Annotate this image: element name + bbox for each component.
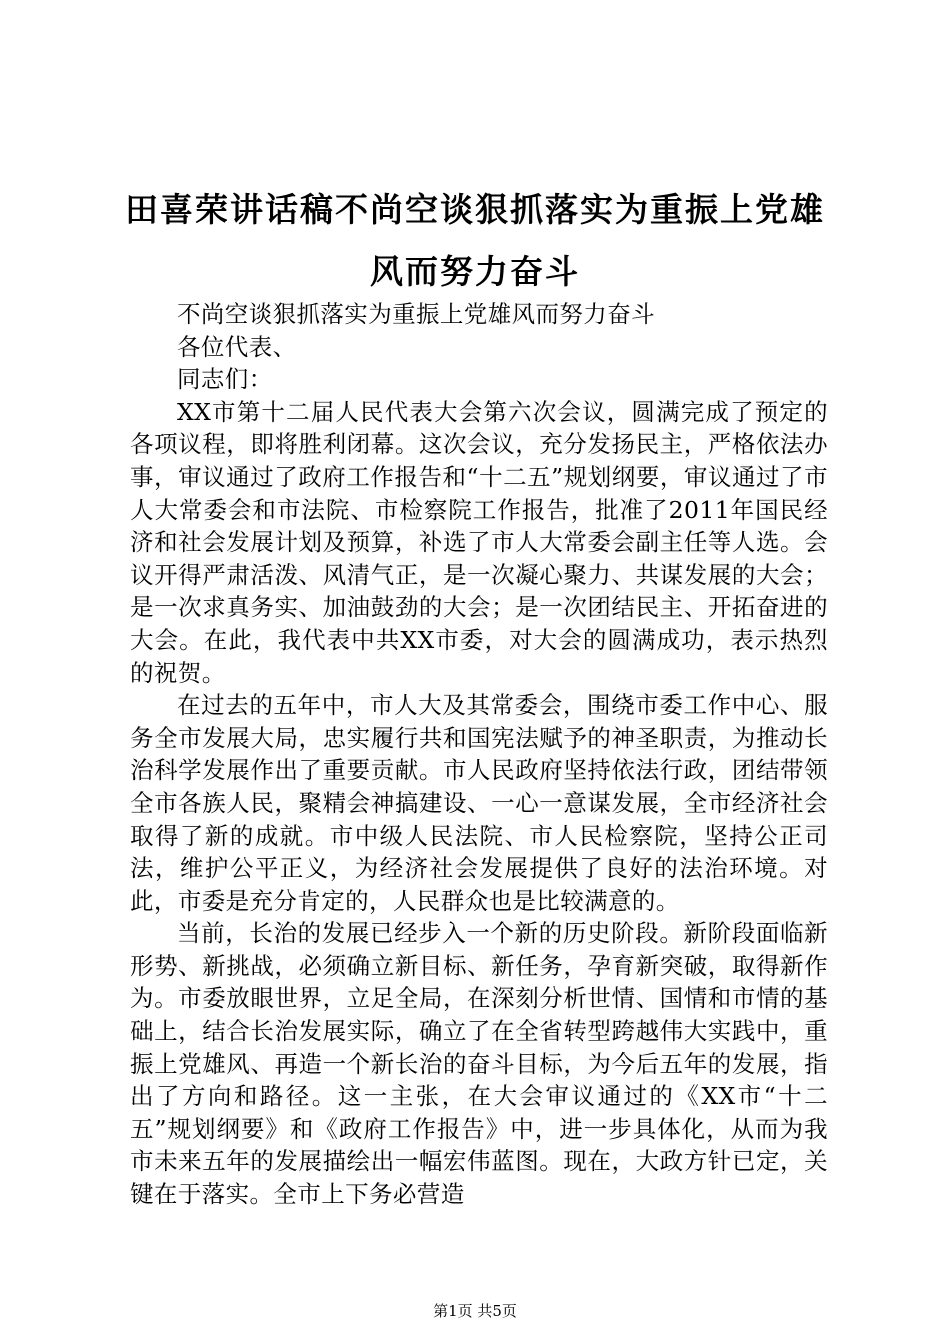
page-footer: 第1页 共5页 <box>433 1302 517 1320</box>
document-title-line-2: 风而努力奋斗 <box>370 252 580 291</box>
salutation-line-2: 同志们： <box>177 365 273 394</box>
body-paragraph: XX市第十二届人民代表大会第六次会议，圆满完成了预定的各项议程，即将胜利闭幕。这次会议，充分发扬民主，严格依法办事，审议通过了政府工作报告和“十二五”规划纲要，审议通过了市人大常委会和市法院、市检察院工作报告，批准了2011年国民经济和社会发展计划及预算，补选了市人大常委会副主任等人选。会议开得严肃活泼、风清气正，是一次凝心聚力、共谋发展的大会；是一次求真务实、加油鼓劲的大会；是一次团结民主、开拓奋进的大会。在此，我代表中共XX市委，对大会的圆满成功，表示热烈的祝贺。 <box>130 397 828 687</box>
subtitle-paragraph: 不尚空谈狠抓落实为重振上党雄风而努力奋斗 <box>177 300 655 328</box>
document-body <box>130 298 828 1211</box>
body-paragraph: 在过去的五年中，市人大及其常委会，围绕市委工作中心、服务全市发展大局，忠实履行共和国宪法赋予的神圣职责，为推动长治科学发展作出了重要贡献。市人民政府坚持依法行政，团结带领全市各族人民，聚精会神搞建设、一心一意谋发展，全市经济社会取得了新的成就。市中级人民法院、市人民检察院，坚持公正司法，维护公平正义，为经济社会发展提供了良好的法治环境。对此，市委是充分肯定的，人民群众也是比较满意的。 <box>130 691 828 915</box>
document-title-line-1: 田喜荣讲话稿不尚空谈狠抓落实为重振上党雄 <box>125 190 825 229</box>
salutation-line-1: 各位代表、 <box>177 332 297 361</box>
body-paragraph: 当前，长治的发展已经步入一个新的历史阶段。新阶段面临新形势、新挑战，必须确立新目标、新任务，孕育新突破，取得新作为。市委放眼世界，立足全局，在深刻分析世情、国情和市情的基础上，结合长治发展实际，确立了在全省转型跨越伟大实践中，重振上党雄风、再造一个新长治的奋斗目标，为今后五年的发展，指出了方向和路径。这一主张，在大会审议通过的《XX市“十二五”规划纲要》和《政府工作报告》中，进一步具体化，从而为我市未来五年的发展描绘出一幅宏伟蓝图。现在，大政方针已定，关键在于落实。全市上下务必营造 <box>130 919 828 1209</box>
